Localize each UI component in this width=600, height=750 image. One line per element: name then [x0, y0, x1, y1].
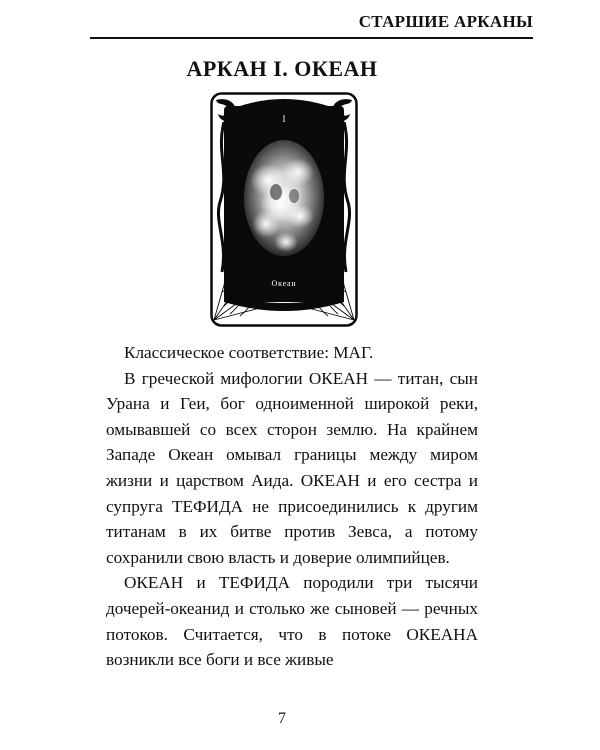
card-name: Океан	[271, 279, 297, 288]
paragraph-offspring: ОКЕАН и ТЕФИДА породили три тысячи дочерей-океанид и столько же сыновей — речных потоков. Считается, что в потоке ОКЕАНА возникли все боги и все живые	[106, 573, 478, 670]
header-rule	[90, 37, 533, 39]
tarot-card-illustration	[210, 92, 358, 327]
page-number: 7	[278, 710, 286, 727]
chapter-title: АРКАН I. ОКЕАН	[186, 56, 378, 81]
card-number: I	[282, 114, 286, 124]
paragraph-greek-mythology: В греческой мифологии ОКЕАН — титан, сын Урана и Геи, бог одноименной широкой реки, омывавшей со всех сторон землю. На крайнем Западе Океан омывал границы между миром жизни и царством Аида. ОКЕАН и его сестра и супруга ТЕФИДА не присоединились к другим титанам в их битве против Зевса, а потому сохранили свою власть и доверие олимпийцев.	[106, 368, 478, 567]
body-text	[106, 340, 478, 673]
running-head: СТАРШИЕ АРКАНЫ	[358, 12, 533, 31]
paragraph-classic-correspondence: Классическое соответствие: МАГ.	[124, 343, 374, 362]
